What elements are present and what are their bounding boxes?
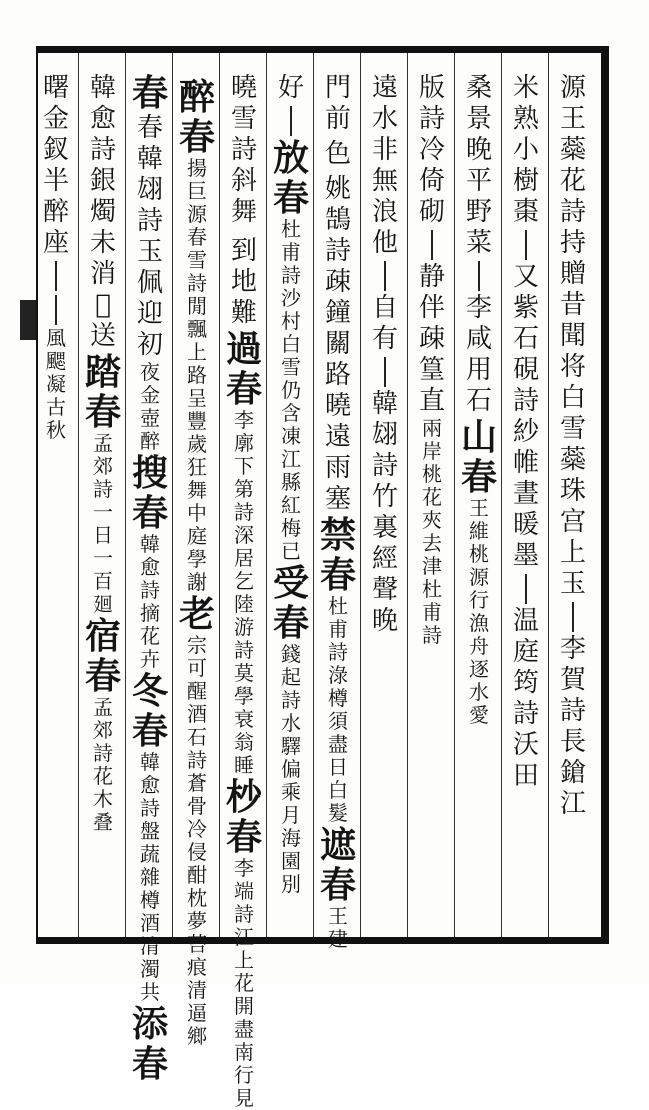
column-rule <box>454 53 455 937</box>
dash-mark <box>384 357 386 387</box>
heading-ta-chun: 踏 春 <box>84 351 121 433</box>
dash-mark <box>290 106 292 136</box>
column-rule <box>266 53 267 937</box>
text-column-1 <box>548 53 598 937</box>
column-rule <box>313 53 314 937</box>
column-note: 韓 愈 詩 <box>140 532 160 602</box>
dash-mark <box>478 261 480 291</box>
text-column-8 <box>219 53 269 1110</box>
heading-lao: 老 <box>178 593 215 635</box>
heading-shan-chun: 山 春 <box>460 416 497 498</box>
column-note: 王 建 <box>328 904 348 951</box>
heading-jin-chun: 禁 春 <box>319 514 356 596</box>
column-rule <box>360 53 361 937</box>
dash-mark <box>525 574 527 604</box>
text-column-2 <box>501 53 551 937</box>
column-note: 孟 郊 詩 一 日 一 百 廻 <box>93 431 113 616</box>
column-note: 杜 甫 詩 沙 村 白 雪 仍 含 凍 江 縣 紅 梅 已 <box>281 217 301 563</box>
column-rule <box>219 53 220 937</box>
dash-mark <box>384 261 386 291</box>
column-rule <box>407 53 408 937</box>
text-column-7 <box>266 53 316 937</box>
column-text: 版 詩 冷 倚 砌 <box>418 73 445 227</box>
column-note: 王 維 桃 源 行 漁 舟 逐 水 愛 <box>469 496 489 727</box>
column-text: 好 <box>277 73 304 103</box>
column-rule <box>548 53 549 937</box>
column-text: 桑 景 晚 平 野 菜 <box>465 73 492 258</box>
column-note: 鄉 <box>187 1024 207 1048</box>
heading-shou-chun: 受 春 <box>272 562 309 644</box>
heading-guo-chun: 過 春 <box>225 328 262 410</box>
dash-mark <box>572 602 574 632</box>
column-text: 李 咸 用 石 <box>465 293 492 416</box>
column-text: 静 伴 疎 篁 直 <box>418 262 445 416</box>
column-text: 韓 愈 詩 銀 燭 未 消 𢛰 送 <box>89 73 116 351</box>
column-text: 温 庭 筠 詩 沃 田 <box>512 606 539 791</box>
column-note: 韓 愈 詩 盤 蔬 <box>140 750 160 866</box>
column-note: 風 颸 凝 古 秋 <box>46 326 66 442</box>
column-text: 曉 雪 詩 斜 舞 <box>230 73 257 227</box>
column-rule <box>501 53 502 937</box>
heading-tian-chun: 添 春 <box>131 1003 168 1085</box>
column-text: 源 王 蘂 花 詩 <box>559 73 586 227</box>
column-text: 韓 翃 詩 竹 裏 經 聲 晚 <box>371 389 398 636</box>
column-text: 持 贈 昔 聞 将 白 雪 蘂 珠 宫 上 玉 <box>559 228 586 599</box>
column-note: 摘 花 卉 <box>140 601 160 671</box>
column-rule <box>125 53 126 937</box>
text-column-6 <box>313 53 363 951</box>
text-column-3 <box>454 53 504 937</box>
column-text: 到 地 難 <box>230 236 257 328</box>
text-column-9 <box>172 53 222 1048</box>
column-text: 自 有 <box>371 293 398 354</box>
column-note: 孟 郊 詩 花 木 叠 <box>93 695 113 834</box>
text-column-11 <box>78 53 128 937</box>
column-note: 夜 金 壺 醉 <box>140 360 160 453</box>
binding-tab-mark <box>20 300 36 340</box>
column-note: 雜 樽 酒 清 濁 共 <box>140 865 160 1004</box>
heading-dong-chun: 冬 春 <box>131 670 168 752</box>
column-note: 杜 甫 詩 淥 樽 須 盡 日 白 髮 <box>328 594 348 825</box>
heading-miao-chun: 杪 春 <box>225 776 262 858</box>
dash-mark <box>525 230 527 260</box>
heading-zhe-chun: 遮 春 <box>319 824 356 906</box>
column-text: 又 紫 石 硯 詩 紗 帷 晝 暖 墨 <box>512 262 539 571</box>
column-text: 米 熟 小 樹 棗 <box>512 73 539 227</box>
dash-mark <box>55 295 57 325</box>
column-note: 李 廓 下 第 詩 深 居 乞 陸 游 詩 莫 學 衰 翁 睡 <box>234 408 254 777</box>
column-text: 李 賀 詩 長 鎗 江 <box>559 634 586 819</box>
column-text: 色 <box>324 139 351 169</box>
column-text: 曙 金 釵 半 醉 座 <box>42 73 69 258</box>
heading-sou-chun: 搜 春 <box>131 452 168 534</box>
heading-fang-chun: 放 春 <box>272 137 309 219</box>
column-note: 兩 岸 桃 花 夾 去 津 杜 甫 詩 <box>422 416 442 647</box>
text-column-5 <box>360 53 410 937</box>
column-text: 門 前 <box>324 73 351 134</box>
dash-mark <box>431 230 433 260</box>
column-note: 謝 <box>187 570 207 594</box>
column-rule <box>172 53 173 937</box>
page-frame <box>36 46 609 1110</box>
heading-chun: 春 <box>131 72 168 114</box>
column-note: 揚 巨 源 春 雪 詩 閒 飄 上 路 呈 豐 歲 狂 舞 中 庭 學 <box>187 156 207 571</box>
column-rule <box>78 53 79 937</box>
column-note: 李 端 詩 江 上 花 開 盡 南 行 見 <box>234 856 254 1110</box>
text-column-4 <box>407 53 457 937</box>
column-note: 宗 可 醒 酒 石 詩 蒼 骨 冷 侵 酣 枕 夢 苔 痕 清 逼 <box>187 633 207 1025</box>
dash-mark <box>55 261 57 291</box>
column-text: 姚 鵠 詩 疎 鐘 關 路 曉 遠 雨 塞 <box>324 174 351 514</box>
heading-zui-chun: 醉 春 <box>178 76 215 158</box>
column-text: 遠 水 非 無 浪 他 <box>371 73 398 258</box>
column-note: 錢 起 詩 水 驛 偏 乘 月 海 園 別 <box>281 642 301 896</box>
column-text: 春 韓 翃 詩 玉 佩 迎 初 <box>136 113 163 360</box>
text-column-12 <box>31 53 81 937</box>
text-column-10 <box>125 53 175 1085</box>
heading-su-chun: 宿 春 <box>84 615 121 697</box>
